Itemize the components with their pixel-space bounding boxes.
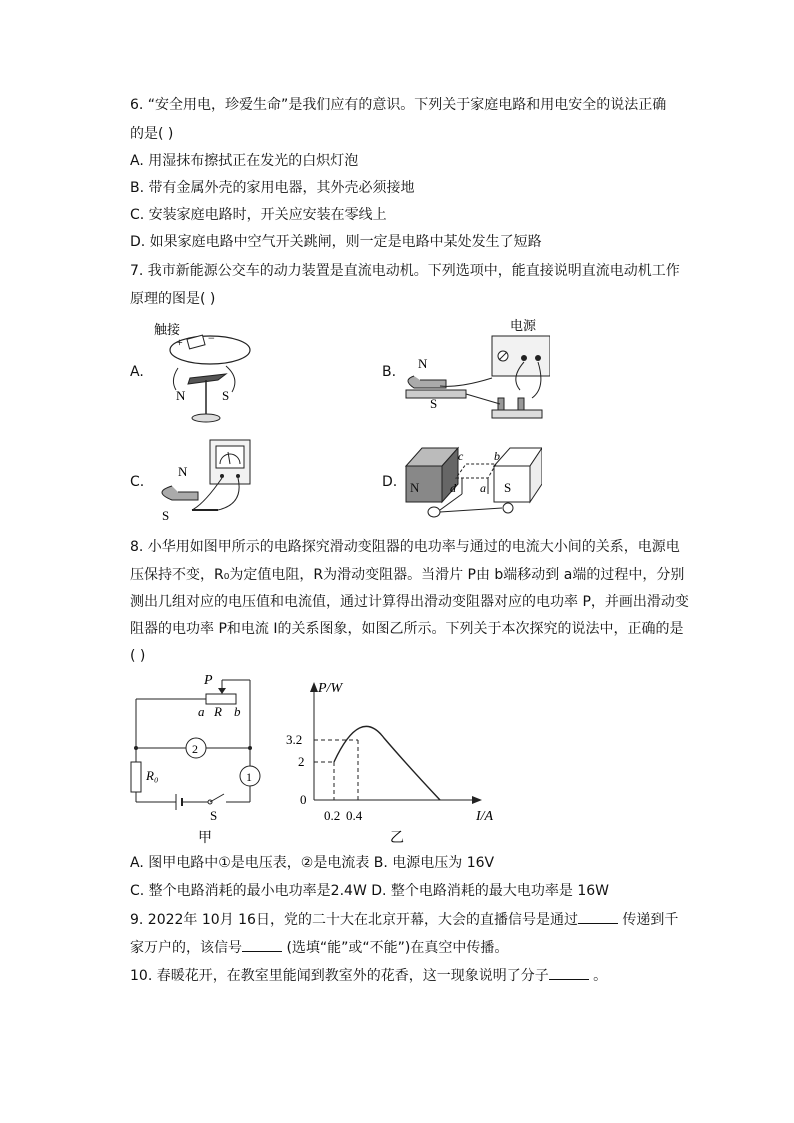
q7-figure-c bbox=[148, 434, 258, 526]
q6-option-d: D. 如果家庭电路中空气开关跳闸，则一定是电路中某处发生了短路 bbox=[130, 234, 542, 250]
q8-options-cd: C. 整个电路消耗的最小电功率是2.4W D. 整个电路消耗的最大电功率是 16W bbox=[130, 883, 610, 899]
q8-stem-line3: 测出几组对应的电压值和电流值，通过计算得出滑动变阻器对应的电功率 P，并画出滑动变 bbox=[130, 594, 689, 610]
fig-a-touch-label: 触接 bbox=[154, 322, 181, 337]
svg-text:电源: 电源 bbox=[510, 318, 537, 333]
svg-text:N: N bbox=[418, 356, 428, 371]
q8-options-ab: A. 图甲电路中①是电压表，②是电流表 B. 电源电压为 16V bbox=[130, 855, 495, 871]
svg-text:a: a bbox=[480, 481, 486, 495]
svg-text:S: S bbox=[430, 396, 438, 411]
svg-text:0.2: 0.2 bbox=[324, 808, 341, 823]
q7-stem-line1: 7. 我市新能源公交车的动力装置是直流电动机。下列选项中，能直接说明直流电动机工作 bbox=[130, 263, 680, 279]
svg-text:+: + bbox=[176, 335, 183, 349]
q8-stem-line4: 阻器的电功率 P和电流 I的关系图象，如图乙所示。下列关于本次探究的说法中，正确的是 bbox=[130, 621, 684, 637]
svg-text:S: S bbox=[210, 808, 218, 823]
q6-option-a: A. 用湿抹布擦拭正在发光的白炽灯泡 bbox=[130, 153, 359, 169]
q9-text-4: (选填“能”或“不能”)在真空中传播。 bbox=[286, 940, 509, 956]
svg-text:乙: 乙 bbox=[390, 831, 404, 846]
svg-text:N: N bbox=[410, 480, 420, 495]
svg-text:0: 0 bbox=[300, 792, 307, 807]
svg-text:0.4: 0.4 bbox=[346, 808, 363, 823]
q8-power-current-graph bbox=[280, 676, 510, 846]
svg-text:S: S bbox=[222, 388, 230, 403]
svg-text:3.2: 3.2 bbox=[286, 732, 303, 747]
q9-text-2: 传递到千 bbox=[622, 912, 679, 928]
q9-line1 bbox=[130, 909, 678, 930]
svg-text:2: 2 bbox=[192, 742, 198, 756]
q8-circuit-diagram bbox=[128, 668, 268, 844]
q7-label-d: D. bbox=[382, 474, 398, 490]
q7-label-b: B. bbox=[382, 364, 397, 380]
svg-text:−: − bbox=[208, 331, 215, 345]
q9-text-1: 9. 2022年 10月 16日，党的二十大在北京开幕，大会的直播信号是通过 bbox=[130, 912, 578, 928]
q7-figure-a bbox=[148, 318, 258, 426]
q7-label-a: A. bbox=[130, 364, 144, 380]
svg-text:S: S bbox=[504, 480, 512, 495]
q10-text-2: 。 bbox=[593, 968, 608, 984]
q7-label-c: C. bbox=[130, 474, 145, 490]
q8-stem-line5: ( ) bbox=[130, 648, 146, 664]
q7-stem-line2: 原理的图是( ) bbox=[130, 291, 216, 307]
q6-stem-line1: 6. “安全用电，珍爱生命”是我们应有的意识。下列关于家庭电路和用电安全的说法正确 bbox=[130, 97, 667, 113]
svg-text:R₀: R₀ bbox=[146, 768, 159, 783]
svg-text:1: 1 bbox=[246, 770, 252, 784]
svg-text:2: 2 bbox=[298, 754, 305, 769]
q9-line2 bbox=[130, 937, 508, 958]
svg-text:P/W: P/W bbox=[318, 681, 343, 696]
svg-text:a: a bbox=[198, 704, 205, 719]
svg-text:N: N bbox=[176, 388, 186, 403]
svg-text:N: N bbox=[178, 464, 188, 479]
q8-stem-line2: 压保持不变，R₀为定值电阻，R为滑动变阻器。当滑片 P由 b端移动到 a端的过程中，分别 bbox=[130, 567, 685, 583]
q9-blank-1[interactable] bbox=[578, 909, 618, 924]
svg-text:b: b bbox=[234, 704, 241, 719]
svg-text:S: S bbox=[162, 508, 170, 523]
q6-stem-line2: 的是( ) bbox=[130, 126, 174, 142]
q10-blank[interactable] bbox=[549, 965, 589, 980]
svg-text:c: c bbox=[458, 449, 464, 463]
q9-blank-2[interactable] bbox=[242, 937, 282, 952]
svg-text:R: R bbox=[214, 704, 222, 719]
q9-text-3: 家万户的，该信号 bbox=[130, 940, 242, 956]
q10-text-1: 10. 春暖花开，在教室里能闻到教室外的花香，这一现象说明了分子 bbox=[130, 968, 549, 984]
q6-option-c: C. 安装家庭电路时，开关应安装在零线上 bbox=[130, 207, 387, 223]
q6-option-b: B. 带有金属外壳的家用电器，其外壳必须接地 bbox=[130, 180, 415, 196]
svg-text:P: P bbox=[204, 673, 213, 688]
q7-figure-b bbox=[400, 318, 550, 430]
q7-figure-d bbox=[402, 442, 542, 522]
svg-text:甲: 甲 bbox=[198, 831, 212, 844]
q8-stem-line1: 8. 小华用如图甲所示的电路探究滑动变阻器的电功率与通过的电流大小间的关系，电源电 bbox=[130, 539, 680, 555]
svg-text:d: d bbox=[450, 481, 456, 495]
svg-text:b: b bbox=[494, 449, 500, 463]
q10-line bbox=[130, 965, 607, 986]
svg-text:I/A: I/A bbox=[476, 809, 494, 824]
